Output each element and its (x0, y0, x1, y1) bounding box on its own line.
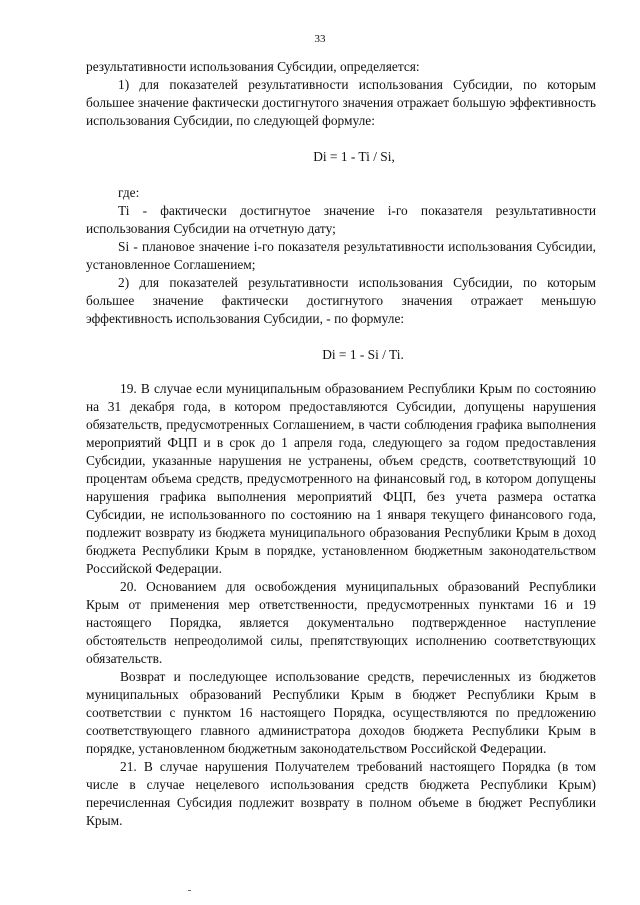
page-number: 33 (314, 33, 326, 45)
formula-1: Di = 1 - Ti / Si, (313, 149, 395, 164)
paragraph-return: Возврат и последующее использование средств, перечисленных из бюджетов муниципальных образований Республики Крым в бюджет Республики Крым в соответствии с пунктом 16 настоящего Порядка, осуществляются по предложению соответствующего главного администратора доходов бюджета Республики Крым в порядке, установленном бюджетным законодательством Российской Федерации. (86, 669, 596, 756)
paragraph-ti-definition: Ti - фактически достигнутое значение i-го показателя результативности использования Субсидии на отчетную дату; (86, 203, 596, 236)
paragraph-19: 19. В случае если муниципальным образованием Республики Крым по состоянию на 31 декабря года, в котором предоставляются Субсидии, допущены нарушения обязательств, предусмотренных Соглашением, в части соблюдения графика выполнения мероприятий ФЦП и в срок до 1 апреля года, следующего за годом предоставления Субсидии, указанные нарушения не устранены, объем средств, соответствующий 10 процентам объема средств, предусмотренного на финансовый год, в котором допущены нарушения графика выполнения мероприятий ФЦП, без учета размера остатка Субсидии, не использованного по состоянию на 1 января текущего финансового года, подлежит возврату из бюджета муниципального образования Республики Крым в доход бюджета Республики Крым в порядке, установленном бюджетным законодательством Российской Федерации. (86, 381, 596, 576)
page-body (86, 58, 596, 830)
paragraph-item-1: 1) для показателей результативности использования Субсидии, по которым большее значение фактически достигнутого значения отражает большую эффективность использования Субсидии, по следующей формуле: (86, 77, 596, 128)
paragraph-21: 21. В случае нарушения Получателем требований настоящего Порядка (в том числе в случае нецелевого использования средств бюджета Республики Крым) перечисленная Субсидия подлежит возврату в полном объеме в бюджет Республики Крым. (86, 759, 596, 828)
paragraph-item-2: 2) для показателей результативности использования Субсидии, по которым большее значение фактически достигнутого значения отражает меньшую эффективность использования Субсидии, - по формуле: (86, 275, 596, 326)
paragraph-si-definition: Si - плановое значение i-го показателя результативности использования Субсидии, установленное Соглашением; (86, 239, 596, 272)
paragraph-intro: результативности использования Субсидии, определяется: (86, 59, 420, 74)
formula-2: Di = 1 - Si / Ti. (322, 347, 404, 362)
scan-mark (188, 890, 191, 891)
paragraph-20: 20. Основанием для освобождения муниципальных образований Республики Крым от применения мер ответственности, предусмотренных пунктами 16 и 19 настоящего Порядка, является документально подтвержденное наступление обстоятельств непреодолимой силы, препятствующих исполнению соответствующих обязательств. (86, 579, 596, 666)
paragraph-where: где: (118, 185, 140, 200)
